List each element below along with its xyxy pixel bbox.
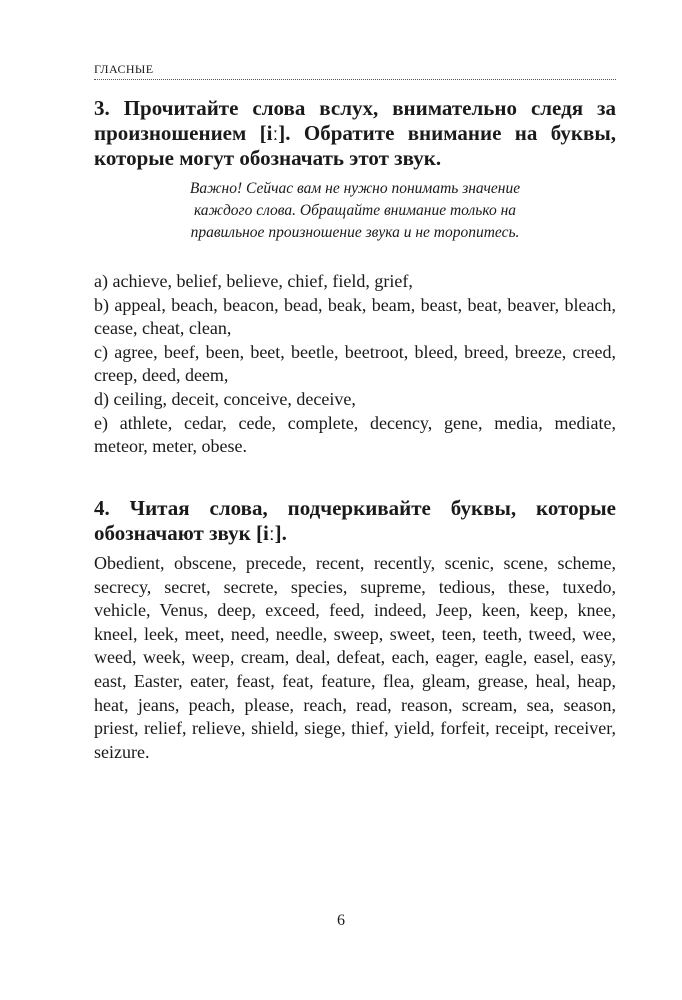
word-group-d: d) ceiling, deceit, conceive, deceive, — [94, 388, 356, 409]
running-head-rule — [94, 79, 616, 80]
note-line: Важно! Сейчас вам не нужно понимать значение — [189, 180, 521, 197]
exercise-3-note — [94, 178, 616, 244]
exercise-3-word-list — [94, 270, 616, 459]
exercise-4-word-list: Obedient, obscene, precede, recent, recently, scenic, scene, scheme, secrecy, secret, secrete, species, supreme, tedious, these, tuxedo, vehicle, Venus, deep, exceed, feed, indeed, Jeep, keen, keep, knee, kneel, leek, meet, need, needle, sweep, sweet, teen, teeth, tweed, wee, weed, week, weep, cream, deal, defeat, each, eager, eagle, easel, easy, east, Easter, eater, feast, feat, feature, flea, gleam, grease, heal, heap, heat, jeans, peach, please, reach, read, reason, scream, sea, season, priest, relief, relieve, shield, siege, thief, yield, forfeit, receipt, receiver, seizure. — [94, 553, 616, 762]
word-group-b: b) appeal, beach, beacon, bead, beak, beam, beast, beat, beaver, bleach, cease, cheat, clean, — [94, 294, 616, 339]
word-group-e: e) athlete, cedar, cede, complete, decency, gene, media, mediate, meteor, meter, obese. — [94, 412, 616, 457]
exercise-3-heading: 3. Прочитайте слова вслух, внимательно следя за произношением [iː]. Обратите внимание на буквы, которые могут обозначать этот звук. — [94, 96, 616, 170]
page-number: 6 — [337, 912, 345, 929]
note-text — [94, 178, 616, 244]
word-group-c: c) agree, beef, been, beet, beetle, beetroot, bleed, breed, breeze, creed, creep, deed, deem, — [94, 341, 616, 386]
exercise-4 — [94, 496, 616, 764]
exercise-3 — [94, 96, 616, 171]
note-line: каждого слова. Обращайте внимание только на — [193, 202, 517, 219]
exercise-4-heading: 4. Читая слова, подчеркивайте буквы, которые обозначают звук [iː]. — [94, 496, 616, 545]
running-head: ГЛАСНЫЕ — [94, 62, 154, 76]
word-group-a: a) achieve, belief, believe, chief, field, grief, — [94, 271, 413, 291]
note-line: правильное произношение звука и не торопитесь. — [190, 224, 520, 241]
